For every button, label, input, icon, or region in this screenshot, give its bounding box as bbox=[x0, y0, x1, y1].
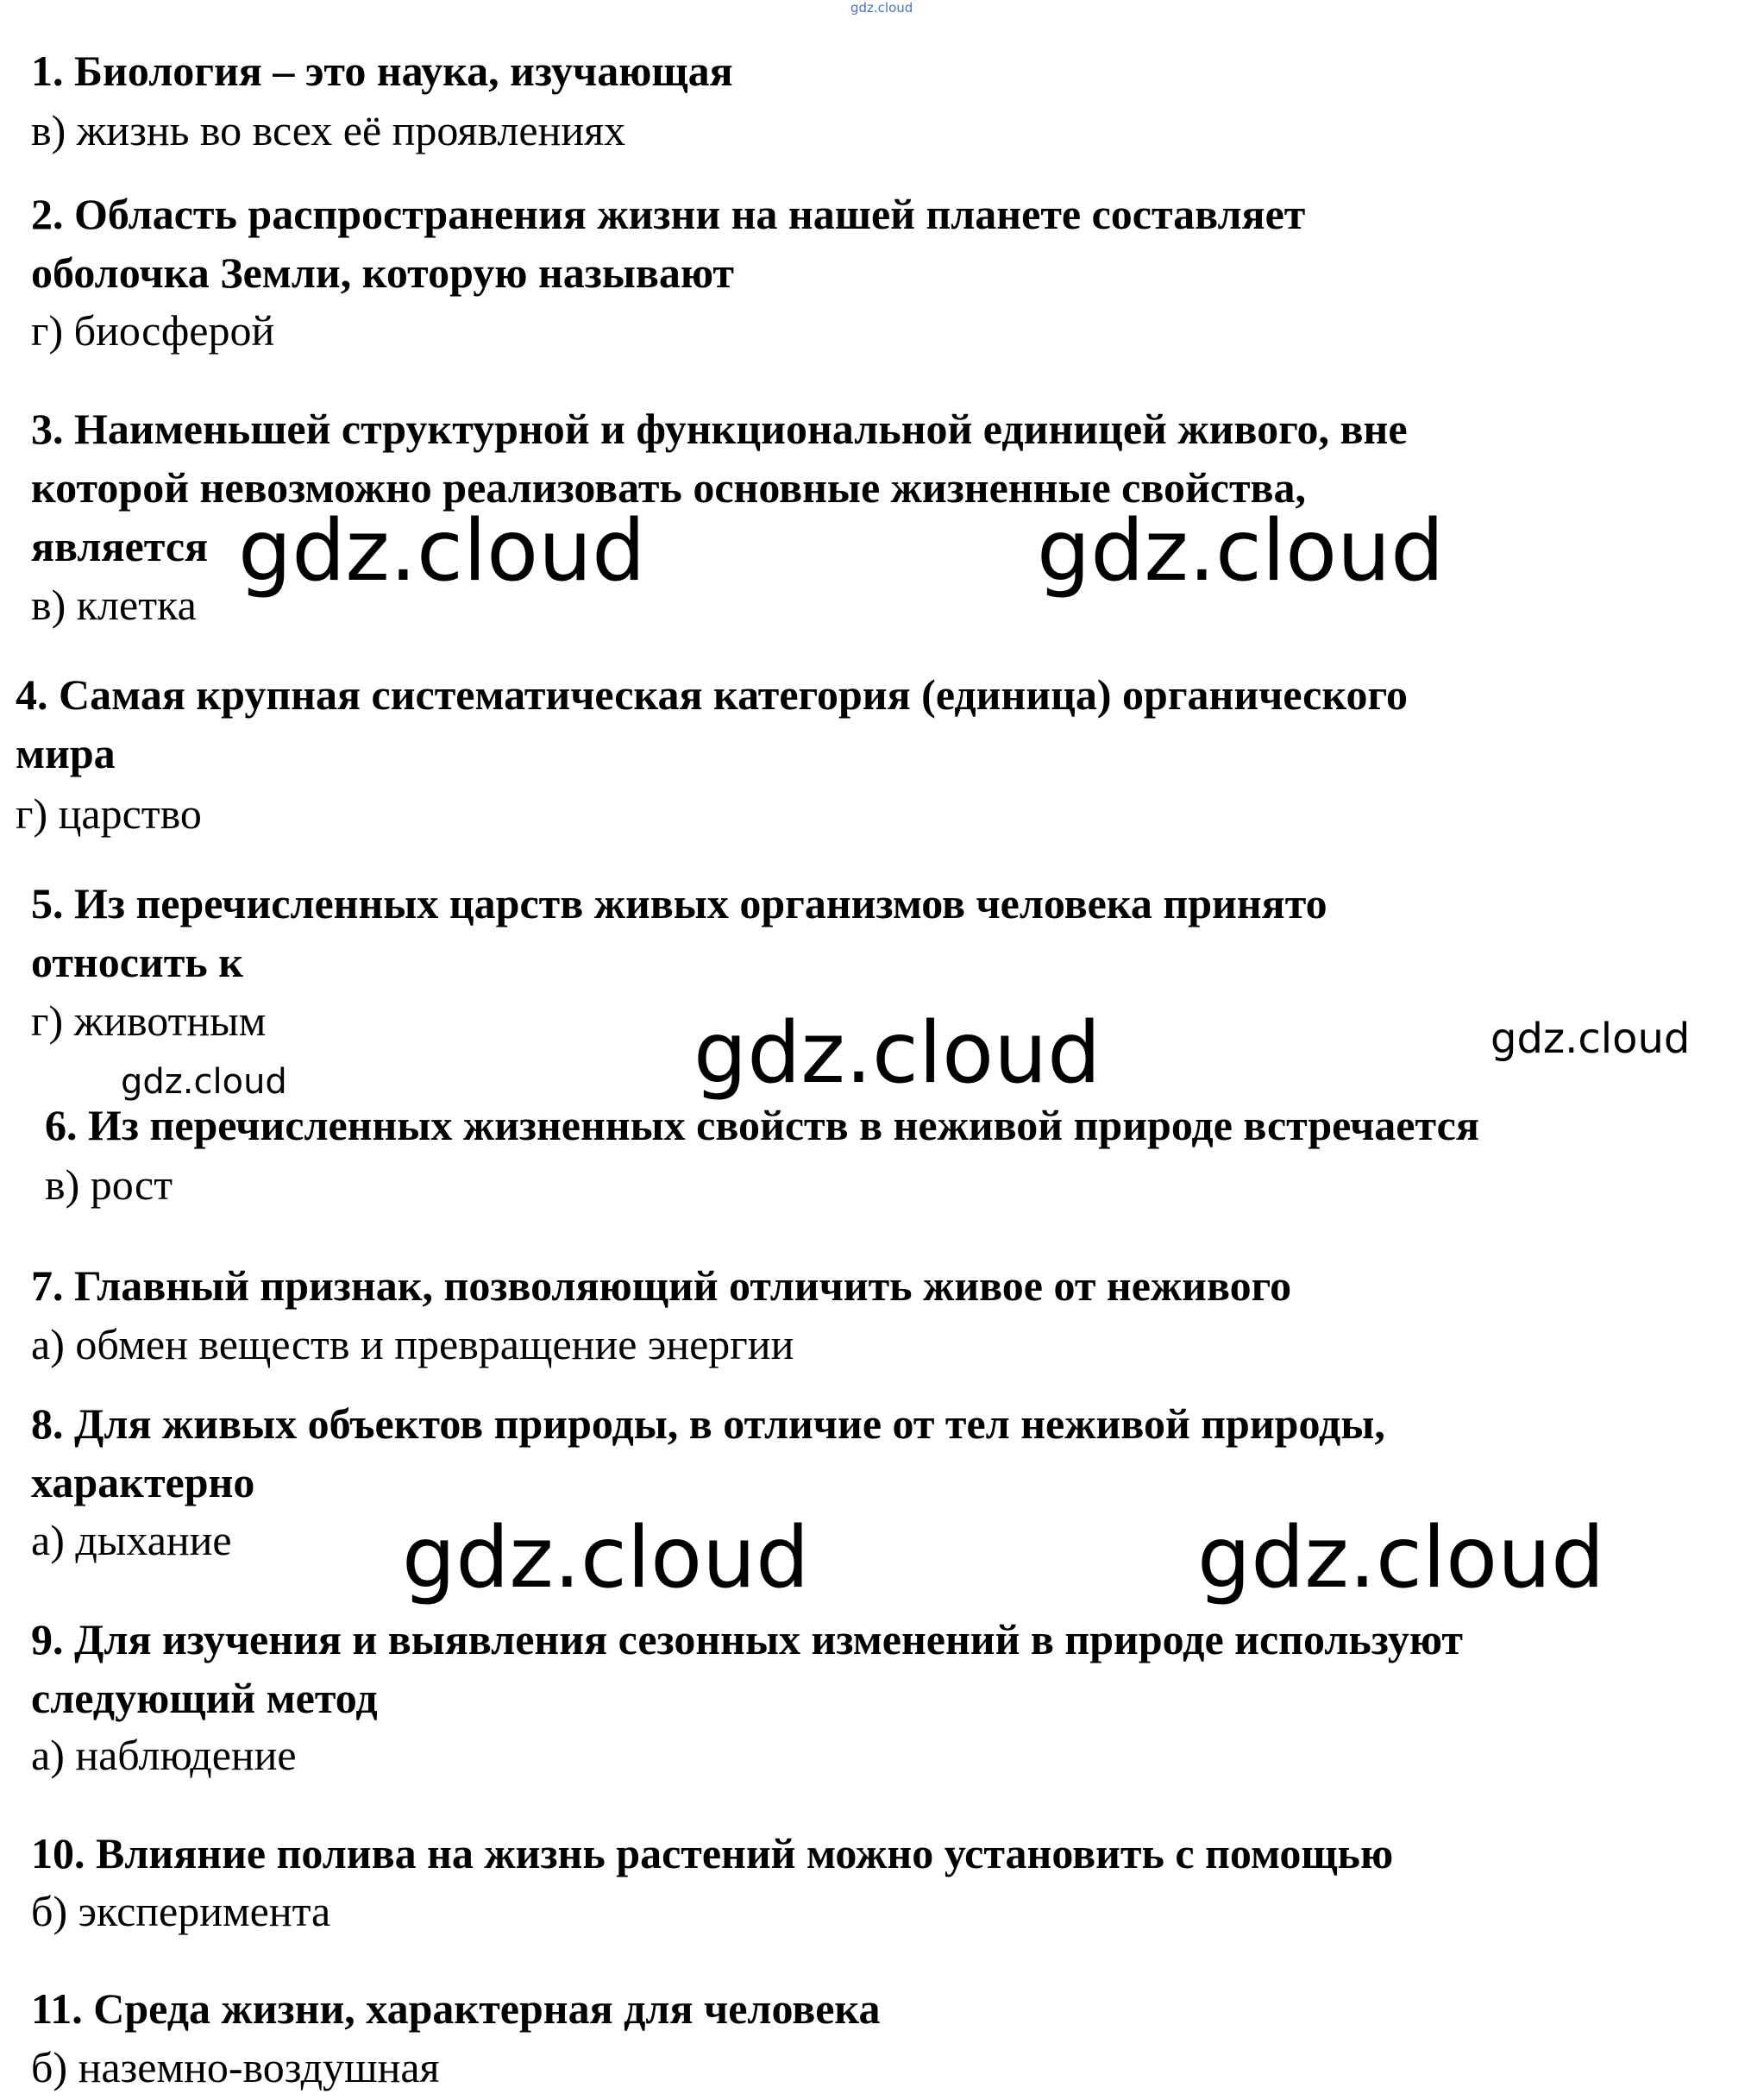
answer-2: г) биосферой bbox=[31, 306, 275, 355]
answer-4: г) царство bbox=[16, 789, 202, 838]
watermark-5: gdz.cloud bbox=[121, 1062, 287, 1102]
watermark-7: gdz.cloud bbox=[1197, 1509, 1605, 1607]
answer-7: а) обмен веществ и превращение энергии bbox=[31, 1320, 794, 1368]
answer-5: г) животным bbox=[31, 997, 267, 1045]
watermark-1: gdz.cloud bbox=[238, 502, 646, 600]
question-4: 4. Самая крупная систематическая категория (единица) органического мира bbox=[16, 670, 1408, 777]
question-5: 5. Из перечисленных царств живых организмов человека принято относить к bbox=[31, 879, 1327, 986]
answer-11: б) наземно-воздушная bbox=[31, 2043, 440, 2091]
question-7: 7. Главный признак, позволяющий отличить живое от неживого bbox=[31, 1261, 1292, 1310]
answer-3: в) клетка bbox=[31, 581, 197, 629]
watermark-4: gdz.cloud bbox=[1491, 1015, 1691, 1063]
answer-9: а) наблюдение bbox=[31, 1731, 297, 1779]
question-10: 10. Влияние полива на жизнь растений можно установить с помощью bbox=[31, 1829, 1394, 1877]
watermark-2: gdz.cloud bbox=[1037, 502, 1445, 600]
watermark-6: gdz.cloud bbox=[402, 1509, 810, 1607]
question-1: 1. Биология – это наука, изучающая bbox=[31, 47, 733, 95]
question-3: 3. Наименьшей структурной и функциональной единицей живого, вне которой невозможно реализовать основные жизненные свойства, является bbox=[31, 405, 1408, 570]
question-6: 6. Из перечисленных жизненных свойств в неживой природе встречается bbox=[45, 1101, 1479, 1149]
question-11: 11. Среда жизни, характерная для человека bbox=[31, 1984, 881, 2033]
watermark-3: gdz.cloud bbox=[693, 1004, 1101, 1103]
question-2: 2. Область распространения жизни на нашей планете составляет оболочка Земли, которую называют bbox=[31, 190, 1306, 297]
answer-6: в) рост bbox=[45, 1160, 173, 1209]
answer-1: в) жизнь во всех её проявлениях bbox=[31, 106, 626, 154]
answer-10: б) эксперимента bbox=[31, 1887, 331, 1935]
question-9: 9. Для изучения и выявления сезонных изменений в природе используют следующий метод bbox=[31, 1615, 1463, 1722]
question-8: 8. Для живых объектов природы, в отличие от тел неживой природы, характерно bbox=[31, 1399, 1385, 1506]
watermark-top: gdz.cloud bbox=[850, 0, 913, 16]
answer-8: а) дыхание bbox=[31, 1516, 232, 1564]
